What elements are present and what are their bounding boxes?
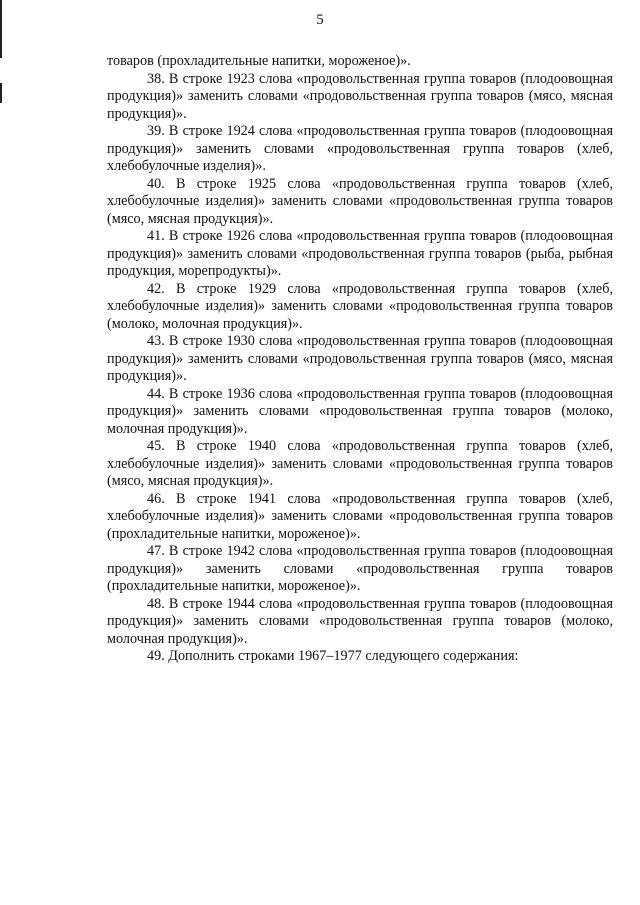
- paragraph-item-42: 42. В строке 1929 слова «продовольственная группа товаров (хлеб, хлебобулочные изделия)» заменить словами «продовольственная группа товаров (молоко, молочная продукция)».: [107, 280, 613, 332]
- paragraph-item-48: 48. В строке 1944 слова «продовольственная группа товаров (плодоовощная продукция)» заменить словами «продовольственная группа товаров (молоко, молочная продукция)».: [107, 595, 613, 647]
- paragraph-item-38: 38. В строке 1923 слова «продовольственная группа товаров (плодоовощная продукция)» заменить словами «продовольственная группа товаров (мясо, мясная продукция)».: [107, 70, 613, 122]
- paragraph-item-40: 40. В строке 1925 слова «продовольственная группа товаров (хлеб, хлебобулочные изделия)» заменить словами «продовольственная группа товаров (мясо, мясная продукция)».: [107, 175, 613, 227]
- document-body: [107, 53, 613, 666]
- paragraph-continuation: товаров (прохладительные напитки, мороженое)».: [107, 53, 411, 69]
- paragraph-item-43: 43. В строке 1930 слова «продовольственная группа товаров (плодоовощная продукция)» заменить словами «продовольственная группа товаров (мясо, мясная продукция)».: [107, 333, 613, 384]
- paragraph-item-41: 41. В строке 1926 слова «продовольственная группа товаров (плодоовощная продукция)» заменить словами «продовольственная группа товаров (рыба, рыбная продукция, морепродукты)».: [107, 228, 613, 279]
- scan-edge-mark: [0, 83, 2, 103]
- page-number: 5: [316, 12, 324, 28]
- paragraph-item-44: 44. В строке 1936 слова «продовольственная группа товаров (плодоовощная продукция)» заменить словами «продовольственная группа товаров (молоко, молочная продукция)».: [107, 385, 613, 437]
- paragraph-item-49: 49. Дополнить строками 1967–1977 следующего содержания:: [147, 648, 519, 664]
- scan-edge-mark: [0, 0, 2, 58]
- paragraph-item-39: 39. В строке 1924 слова «продовольственная группа товаров (плодоовощная продукция)» заменить словами «продовольственная группа товаров (хлеб, хлебобулочные изделия)».: [107, 123, 613, 174]
- paragraph-item-47: 47. В строке 1942 слова «продовольственная группа товаров (плодоовощная продукция)» заменить словами «продовольственная группа товаров (прохладительные напитки, мороженое)».: [107, 543, 613, 594]
- paragraph-item-45: 45. В строке 1940 слова «продовольственная группа товаров (хлеб, хлебобулочные изделия)» заменить словами «продовольственная группа товаров (мясо, мясная продукция)».: [107, 438, 613, 489]
- paragraph-item-46: 46. В строке 1941 слова «продовольственная группа товаров (хлеб, хлебобулочные изделия)» заменить словами «продовольственная группа товаров (прохладительные напитки, мороженое)».: [107, 490, 613, 542]
